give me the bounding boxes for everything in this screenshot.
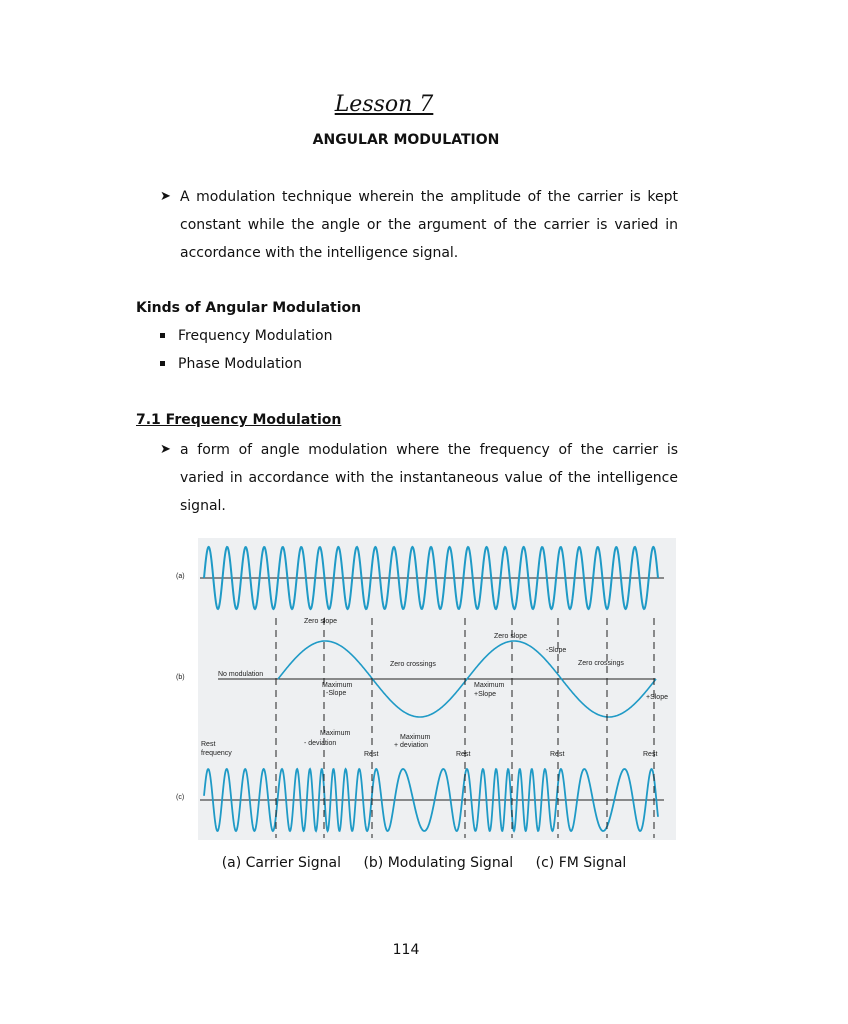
annotation-zero-crossings: Zero crossings xyxy=(578,660,624,667)
fm-definition-bullet xyxy=(160,436,678,520)
figure-caption xyxy=(0,855,848,871)
annotation-rest: Rest xyxy=(456,751,471,758)
annotation-rest: Rest xyxy=(643,751,658,758)
caption-fm: (c) FM Signal xyxy=(535,855,627,871)
row-label-c: (c) xyxy=(176,794,185,801)
annotation-zero-crossings: Zero crossings xyxy=(390,661,436,668)
kinds-item-label: Phase Modulation xyxy=(178,356,302,372)
annotation-maximum: Maximum xyxy=(320,730,351,737)
definition-text: A modulation technique wherein the amplitude of the carrier is kept constant while the angle or the argument of the carrier is varied in accordance with the intelligence signal. xyxy=(180,189,678,261)
arrow-bullet-icon: ➤ xyxy=(160,189,171,204)
kinds-list-item xyxy=(160,328,332,344)
annotation-zero-slope: Zero slope xyxy=(494,633,528,640)
annotation-deviation: + deviation xyxy=(394,742,429,749)
page-number: 114 xyxy=(392,942,420,958)
row-label-b: (b) xyxy=(176,674,185,681)
definition-bullet xyxy=(160,183,678,267)
section-fm-heading: 7.1 Frequency Modulation xyxy=(136,412,342,428)
square-bullet-icon xyxy=(160,361,165,366)
annotation-maximum: Maximum xyxy=(322,682,353,689)
square-bullet-icon xyxy=(160,333,165,338)
page-heading: ANGULAR MODULATION xyxy=(312,132,500,148)
kinds-heading: Kinds of Angular Modulation xyxy=(136,300,362,316)
annotation-slope: -Slope xyxy=(546,647,567,654)
annotation-no-modulation: No modulation xyxy=(218,671,264,678)
row-label-a: (a) xyxy=(176,573,185,580)
annotation-maximum: Maximum xyxy=(400,734,431,741)
annotation-slope: +Slope xyxy=(474,691,496,698)
fm-definition-text: a form of angle modulation where the frequency of the carrier is varied in accordance with the instantaneous value of the intelligence signal. xyxy=(180,442,678,514)
annotation-slope: +Slope xyxy=(646,694,668,701)
lesson-title: Lesson 7 xyxy=(334,92,434,117)
caption-modulating: (b) Modulating Signal xyxy=(363,855,514,871)
annotation-rest-frequency: Rest xyxy=(201,741,216,748)
fm-diagram xyxy=(176,538,676,840)
annotation-rest: Rest xyxy=(550,751,565,758)
arrow-bullet-icon: ➤ xyxy=(160,442,171,457)
annotation-rest-frequency: frequency xyxy=(201,750,232,757)
fm-figure xyxy=(176,538,676,840)
annotation-rest: Rest xyxy=(364,751,379,758)
kinds-item-label: Frequency Modulation xyxy=(178,328,333,344)
caption-carrier: (a) Carrier Signal xyxy=(221,855,341,871)
annotation-slope: -Slope xyxy=(326,690,347,697)
annotation-zero-slope: Zero slope xyxy=(304,618,338,625)
annotation-deviation: - deviation xyxy=(304,740,337,747)
annotation-maximum: Maximum xyxy=(474,682,505,689)
kinds-list-item xyxy=(160,356,302,372)
